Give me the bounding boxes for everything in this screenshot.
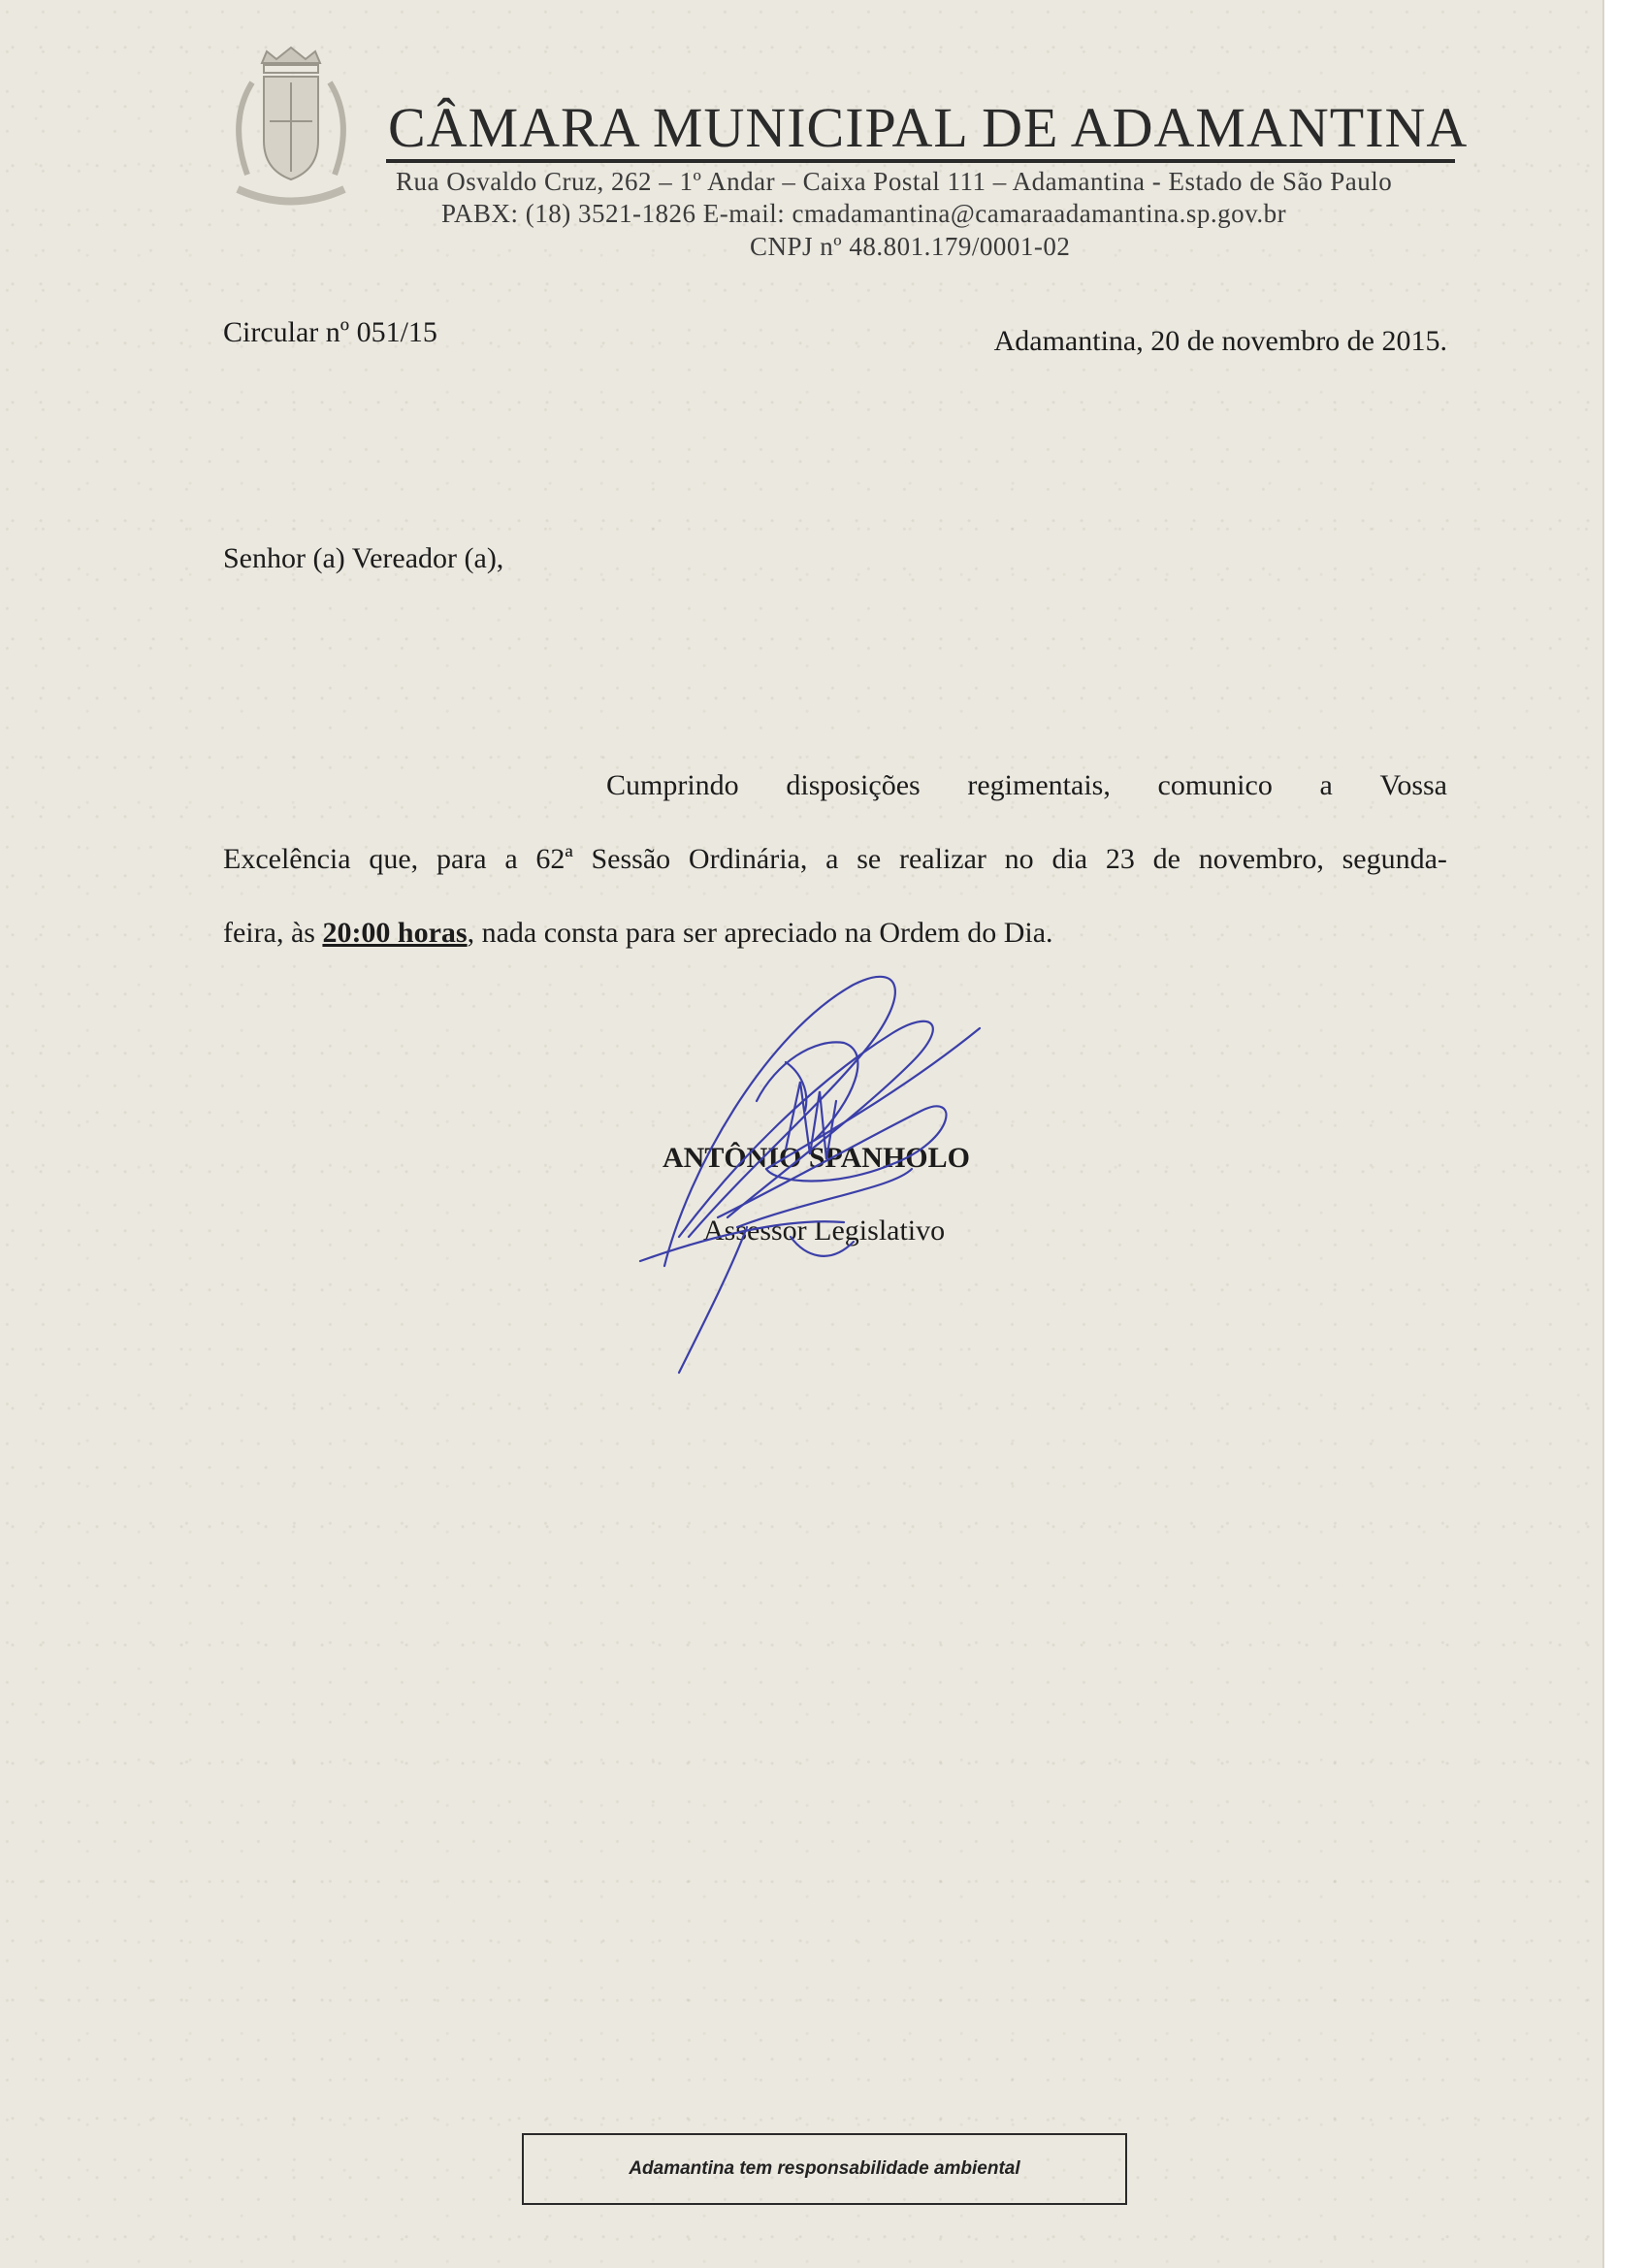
body-text: feira, às xyxy=(223,917,323,949)
signer-role: Assessor Legislativo xyxy=(703,1215,946,1247)
body-word: comunico xyxy=(1157,769,1273,801)
body-word: Excelência xyxy=(223,843,351,875)
body-word: Vossa xyxy=(1379,769,1447,801)
contact-line: PABX: (18) 3521-1826 E-mail: cmadamantina@camaraadamantina.sp.gov.br xyxy=(441,199,1287,228)
body-word: realizar xyxy=(898,843,986,875)
letterhead-rule xyxy=(386,159,1455,163)
body-word: a xyxy=(1319,769,1333,801)
body-word: regimentais, xyxy=(967,769,1111,801)
handwritten-signature xyxy=(621,946,1018,1411)
body-word: disposições xyxy=(786,769,921,801)
body-word: a xyxy=(504,843,518,875)
address-line: Rua Osvaldo Cruz, 262 – 1º Andar – Caixa Postal 111 – Adamantina - Estado de São Paulo xyxy=(396,167,1393,196)
body-line-2 xyxy=(223,842,1447,877)
signer-name: ANTÔNIO SPANHOLO xyxy=(663,1142,970,1174)
organization-name: CÂMARA MUNICIPAL DE ADAMANTINA xyxy=(388,96,1469,159)
body-word: de xyxy=(1152,843,1180,875)
body-word: a xyxy=(825,843,839,875)
body-line-1 xyxy=(223,768,1447,803)
circular-number: Circular nº 051/15 xyxy=(223,316,437,348)
body-word: se xyxy=(857,843,882,875)
session-time: 20:00 horas xyxy=(322,917,468,949)
body-text: , nada consta para ser apreciado na Ordem do Dia. xyxy=(467,917,1053,949)
cnpj-line: CNPJ nº 48.801.179/0001-02 xyxy=(750,232,1071,261)
body-word: Ordinária, xyxy=(688,843,808,875)
municipal-coat-of-arms-icon xyxy=(194,44,388,218)
body-word: 62ª xyxy=(535,843,573,875)
body-word: 23 xyxy=(1105,843,1135,875)
body-word: que, xyxy=(369,843,419,875)
footer-slogan: Adamantina tem responsabilidade ambiental xyxy=(629,2158,1020,2179)
salutation: Senhor (a) Vereador (a), xyxy=(223,542,504,574)
body-word: para xyxy=(436,843,487,875)
body-word: no xyxy=(1004,843,1034,875)
body-word: segunda- xyxy=(1342,843,1447,875)
footer-box xyxy=(522,2133,1127,2205)
body-word: novembro, xyxy=(1198,843,1324,875)
body-word: Sessão xyxy=(591,843,671,875)
body-word: dia xyxy=(1051,843,1088,875)
place-date: Adamantina, 20 de novembro de 2015. xyxy=(993,325,1447,357)
body-word: Cumprindo xyxy=(606,769,739,801)
